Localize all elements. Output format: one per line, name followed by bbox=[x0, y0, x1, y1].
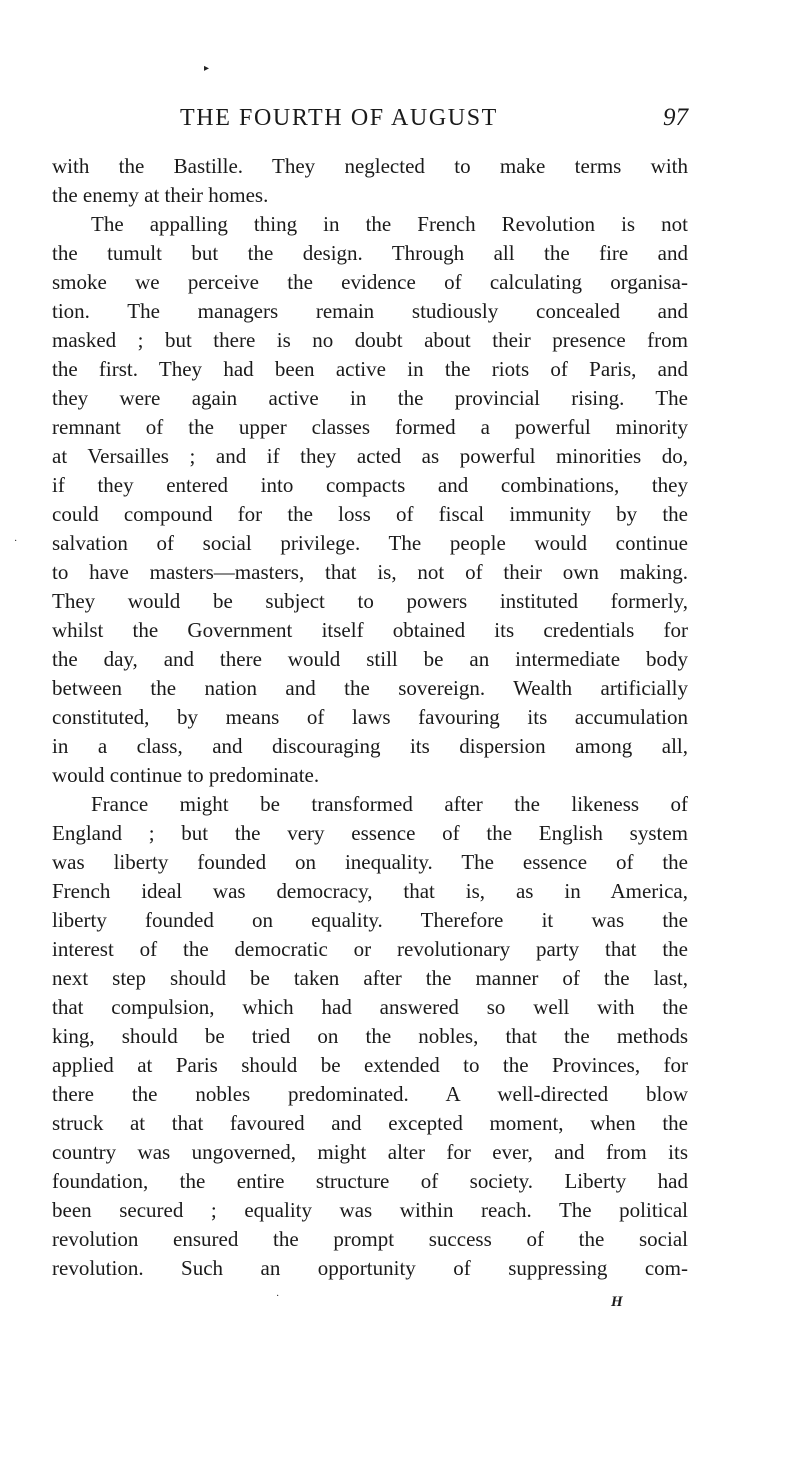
text-line: the enemy at their homes. bbox=[52, 183, 269, 207]
text-line: country was ungoverned, might alter for ever, and from its bbox=[52, 1140, 688, 1164]
printer-mark-bottom: · bbox=[276, 1291, 280, 1302]
text-line: constituted, by means of laws favouring its accumulation bbox=[52, 705, 688, 729]
printer-mark-top: ▸ bbox=[204, 63, 210, 74]
text-line: the tumult but the design. Through all the fire and bbox=[52, 241, 688, 265]
text-line: France might be transformed after the likeness of bbox=[91, 792, 688, 816]
text-line: that compulsion, which had answered so well with the bbox=[52, 995, 688, 1019]
text-line: there the nobles predominated. A well-directed blow bbox=[52, 1082, 688, 1106]
text-line: king, should be tried on the nobles, that the methods bbox=[52, 1024, 688, 1048]
text-line: interest of the democratic or revolutionary party that the bbox=[52, 937, 688, 961]
text-line: They would be subject to powers instituted formerly, bbox=[52, 589, 688, 613]
text-line: England ; but the very essence of the English system bbox=[52, 821, 688, 845]
page-header bbox=[52, 101, 688, 135]
body-text bbox=[52, 152, 688, 1283]
text-line: foundation, the entire structure of society. Liberty had bbox=[52, 1169, 688, 1193]
text-line: in a class, and discouraging its dispersion among all, bbox=[52, 734, 688, 758]
text-line: revolution. Such an opportunity of suppressing com- bbox=[52, 1256, 688, 1280]
text-line: at Versailles ; and if they acted as powerful minorities do, bbox=[52, 444, 688, 468]
text-line: the first. They had been active in the riots of Paris, and bbox=[52, 357, 688, 381]
text-line: struck at that favoured and excepted moment, when the bbox=[52, 1111, 688, 1135]
text-line: French ideal was democracy, that is, as in America, bbox=[52, 879, 688, 903]
text-line: between the nation and the sovereign. Wealth artificially bbox=[52, 676, 688, 700]
text-line: masked ; but there is no doubt about their presence from bbox=[52, 328, 688, 352]
running-head: THE FOURTH OF AUGUST bbox=[180, 105, 498, 131]
text-line: next step should be taken after the manner of the last, bbox=[52, 966, 688, 990]
printer-mark-left: · bbox=[14, 536, 18, 547]
text-line: would continue to predominate. bbox=[52, 763, 320, 787]
text-line: tion. The managers remain studiously concealed and bbox=[52, 299, 688, 323]
text-line: liberty founded on equality. Therefore it was the bbox=[52, 908, 688, 932]
text-line: was liberty founded on inequality. The essence of the bbox=[52, 850, 688, 874]
text-line: The appalling thing in the French Revolution is not bbox=[91, 212, 688, 236]
text-line: could compound for the loss of fiscal immunity by the bbox=[52, 502, 688, 526]
text-line: applied at Paris should be extended to the Provinces, for bbox=[52, 1053, 688, 1077]
text-line: revolution ensured the prompt success of the social bbox=[52, 1227, 688, 1251]
text-line: the day, and there would still be an intermediate body bbox=[52, 647, 688, 671]
text-line: with the Bastille. They neglected to make terms with bbox=[52, 154, 688, 178]
text-line: they were again active in the provincial rising. The bbox=[52, 386, 688, 410]
signature-mark: H bbox=[611, 1294, 623, 1310]
text-line: salvation of social privilege. The people would continue bbox=[52, 531, 688, 555]
text-line: whilst the Government itself obtained its credentials for bbox=[52, 618, 688, 642]
text-line: been secured ; equality was within reach. The political bbox=[52, 1198, 688, 1222]
text-line: remnant of the upper classes formed a powerful minority bbox=[52, 415, 688, 439]
page-number: 97 bbox=[663, 104, 688, 131]
text-line: if they entered into compacts and combinations, they bbox=[52, 473, 688, 497]
text-line: to have masters—masters, that is, not of their own making. bbox=[52, 560, 688, 584]
text-line: smoke we perceive the evidence of calculating organisa- bbox=[52, 270, 688, 294]
